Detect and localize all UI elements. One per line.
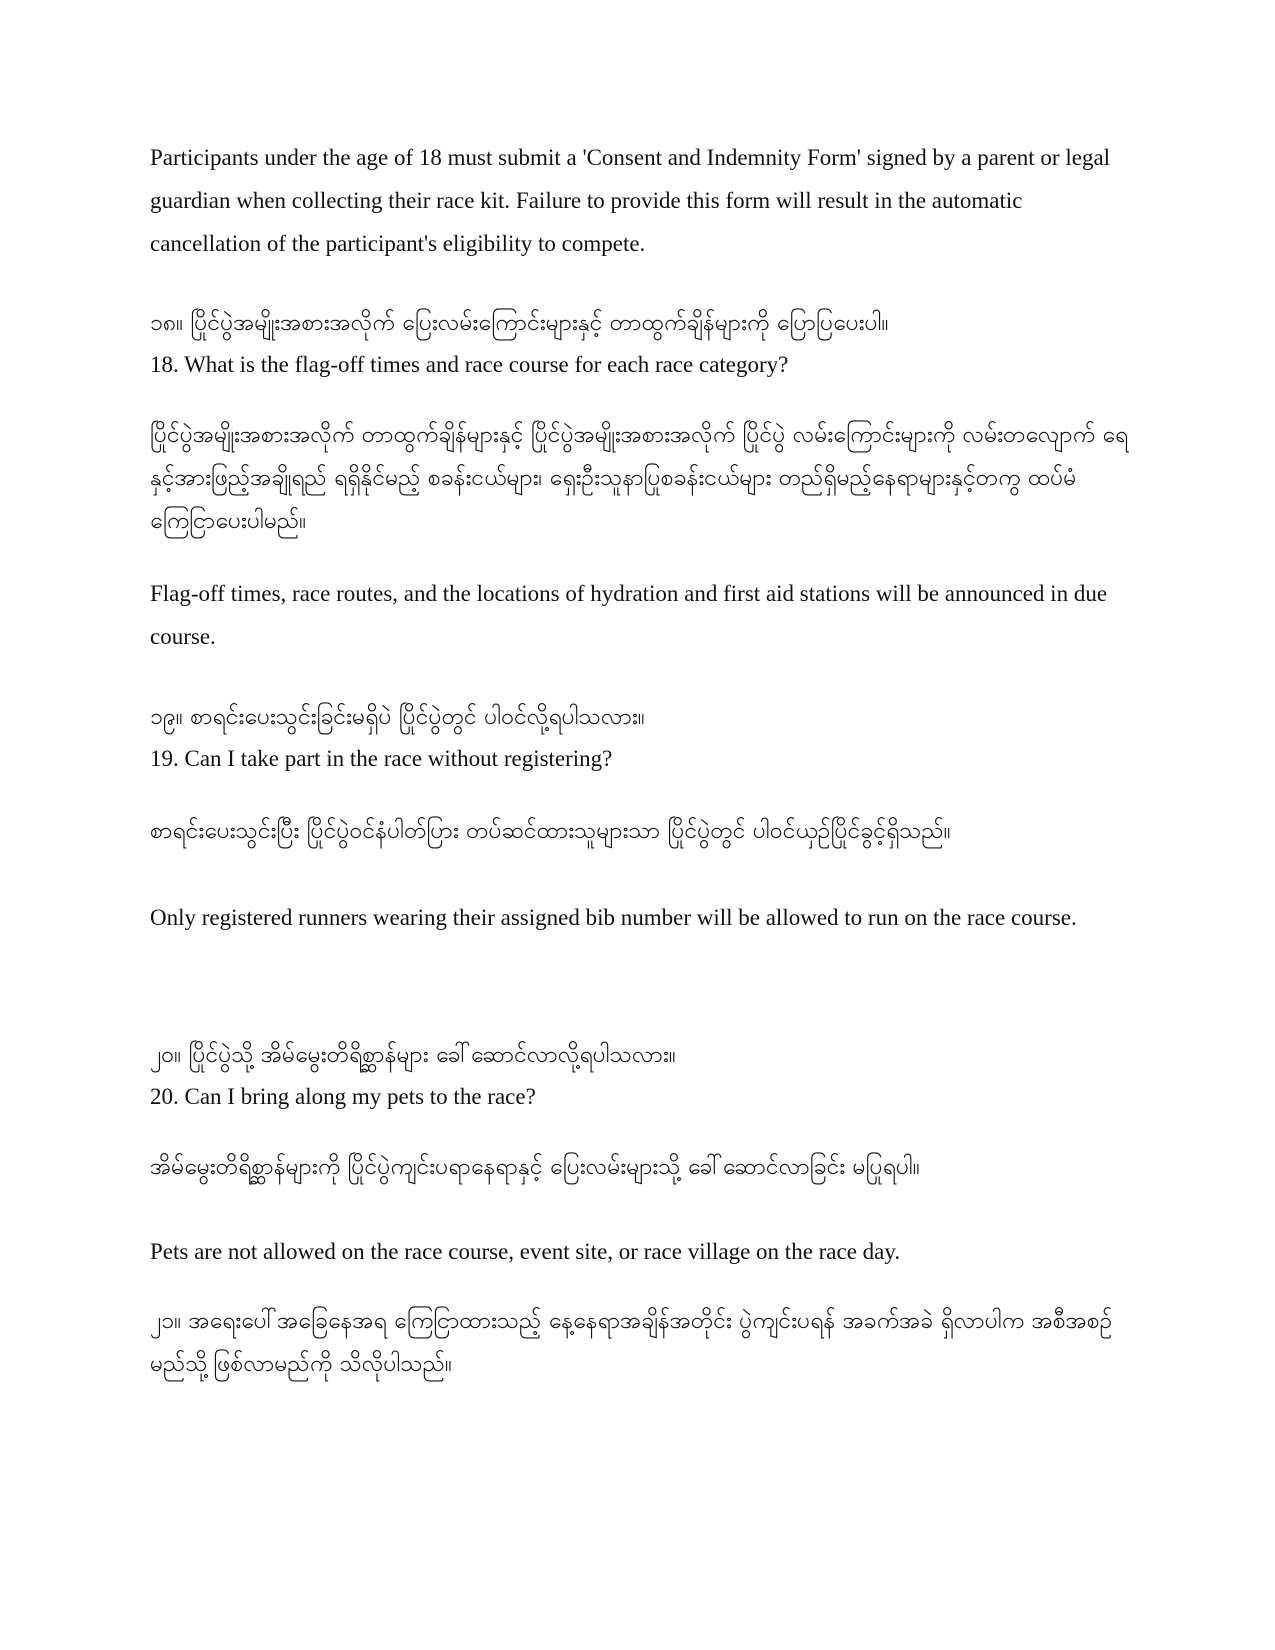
answer-19-my: စာရင်းပေးသွင်းပြီး ပြိုင်ပွဲဝင်နံပါတ်ပြား တပ်ဆင်ထားသူများသာ ပြိုင်ပွဲတွင် ပါဝင်ယှဉ်ပြိုင်ခွင့်ရှိသည်။ bbox=[150, 818, 951, 844]
answer-19-en: Only registered runners wearing their assigned bib number will be allowed to run on the race course. bbox=[150, 905, 1077, 930]
answer-20-my: အိမ်မွေးတိရိစ္ဆာန်များကို ပြိုင်ပွဲကျင်းပရာနေရာနှင့် ပြေးလမ်းများသို့ ခေါ်ဆောင်လာခြင်း မပြုရပါ။ bbox=[150, 1154, 920, 1180]
question-20-my: ၂၀။ ပြိုင်ပွဲသို့ အိမ်မွေးတိရိစ္ဆာန်များ ခေါ်ဆောင်လာလို့ရပါသလား။ bbox=[150, 1042, 676, 1068]
question-21-my: ၂၁။ အရေးပေါ်အခြေနေအရ ကြေငြာထားသည့် နေ့နေရာအချိန်အတိုင်း ပွဲကျင်းပရန် အခက်အခဲ ရှိလာပါက အစီအစဉ် မည်သို့ဖြစ်လာမည်ကို သိလိုပါသည်။ bbox=[150, 1308, 1113, 1377]
answer-18-my: ပြိုင်ပွဲအမျိုးအစားအလိုက် တာထွက်ချိန်များနှင့် ပြိုင်ပွဲအမျိုးအစားအလိုက် ပြိုင်ပွဲ လမ်းကြောင်းများကို လမ်းတလျောက် ရေနှင့်အားဖြည့်အချိုရည် ရရှိနိုင်မည့် စခန်းငယ်များ၊ ရှေးဦးသူနာပြုစခန်းငယ်များ တည်ရှိမည့်နေရာများနှင့်တကွ ထပ်မံကြေငြာပေးပါမည်။ bbox=[150, 422, 1129, 534]
question-20-en: 20. Can I bring along my pets to the race? bbox=[150, 1084, 536, 1109]
question-18 bbox=[150, 302, 1130, 386]
question-18-my: ၁၈။ ပြိုင်ပွဲအမျိုးအစားအလိုက် ပြေးလမ်းကြောင်းများနှင့် တာထွက်ချိန်များကို ပြောပြပေးပါ။ bbox=[150, 310, 889, 336]
question-18-en: 18. What is the flag-off times and race course for each race category? bbox=[150, 352, 789, 377]
answer-20-en: Pets are not allowed on the race course, event site, or race village on the race day. bbox=[150, 1239, 901, 1264]
question-19-my: ၁၉။ စာရင်းပေးသွင်းခြင်းမရှိပဲ ပြိုင်ပွဲတွင် ပါဝင်လို့ရပါသလား။ bbox=[150, 704, 645, 730]
question-19-en: 19. Can I take part in the race without registering? bbox=[150, 746, 613, 771]
intro-paragraph: Participants under the age of 18 must submit a 'Consent and Indemnity Form' signed by a parent or legal guardian when collecting their race kit. Failure to provide this form will result in the automatic cancellation of the participant's eligibility to compete. bbox=[150, 145, 1111, 256]
answer-18-en: Flag-off times, race routes, and the locations of hydration and first aid stations will be announced in due course. bbox=[150, 581, 1108, 649]
question-20 bbox=[150, 1034, 1130, 1118]
question-19 bbox=[150, 696, 1130, 780]
